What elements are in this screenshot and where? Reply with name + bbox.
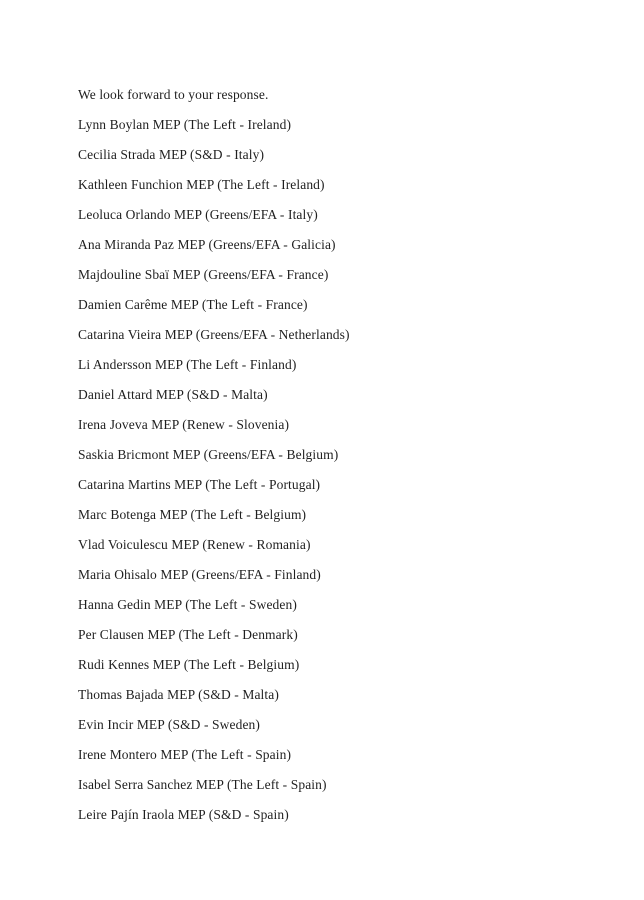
signatory-line: Leoluca Orlando MEP (Greens/EFA - Italy) bbox=[78, 207, 318, 222]
signatory-line: Rudi Kennes MEP (The Left - Belgium) bbox=[78, 657, 300, 672]
signatory-line: Saskia Bricmont MEP (Greens/EFA - Belgium) bbox=[78, 447, 339, 462]
signatory-line: Lynn Boylan MEP (The Left - Ireland) bbox=[78, 117, 292, 132]
signatory-line: Thomas Bajada MEP (S&D - Malta) bbox=[78, 687, 279, 702]
signatory-line: Isabel Serra Sanchez MEP (The Left - Spain) bbox=[78, 777, 327, 792]
signatory-line: Per Clausen MEP (The Left - Denmark) bbox=[78, 627, 298, 642]
signatory-line: Irena Joveva MEP (Renew - Slovenia) bbox=[78, 417, 290, 432]
signatory-line: Maria Ohisalo MEP (Greens/EFA - Finland) bbox=[78, 567, 321, 582]
signatory-line: Catarina Vieira MEP (Greens/EFA - Netherlands) bbox=[78, 327, 350, 342]
signatory-line: Hanna Gedin MEP (The Left - Sweden) bbox=[78, 597, 297, 612]
signatory-line: Daniel Attard MEP (S&D - Malta) bbox=[78, 387, 268, 402]
signatory-line: Kathleen Funchion MEP (The Left - Ireland) bbox=[78, 177, 325, 192]
signatory-line: Marc Botenga MEP (The Left - Belgium) bbox=[78, 507, 307, 522]
signatory-line: Damien Carême MEP (The Left - France) bbox=[78, 297, 308, 312]
signatory-line: Irene Montero MEP (The Left - Spain) bbox=[78, 747, 292, 762]
signatory-line: Majdouline Sbaï MEP (Greens/EFA - France) bbox=[78, 267, 329, 282]
signatory-line: Leire Pajín Iraola MEP (S&D - Spain) bbox=[78, 807, 289, 822]
signatory-line: Vlad Voiculescu MEP (Renew - Romania) bbox=[78, 537, 311, 552]
signatory-line: Evin Incir MEP (S&D - Sweden) bbox=[78, 717, 260, 732]
signatory-line: Ana Miranda Paz MEP (Greens/EFA - Galicia) bbox=[78, 237, 336, 252]
signatory-line: Catarina Martins MEP (The Left - Portugal) bbox=[78, 477, 321, 492]
signatory-line: Li Andersson MEP (The Left - Finland) bbox=[78, 357, 297, 372]
signatory-line: Cecilia Strada MEP (S&D - Italy) bbox=[78, 147, 265, 162]
closing-line: We look forward to your response. bbox=[78, 87, 269, 102]
